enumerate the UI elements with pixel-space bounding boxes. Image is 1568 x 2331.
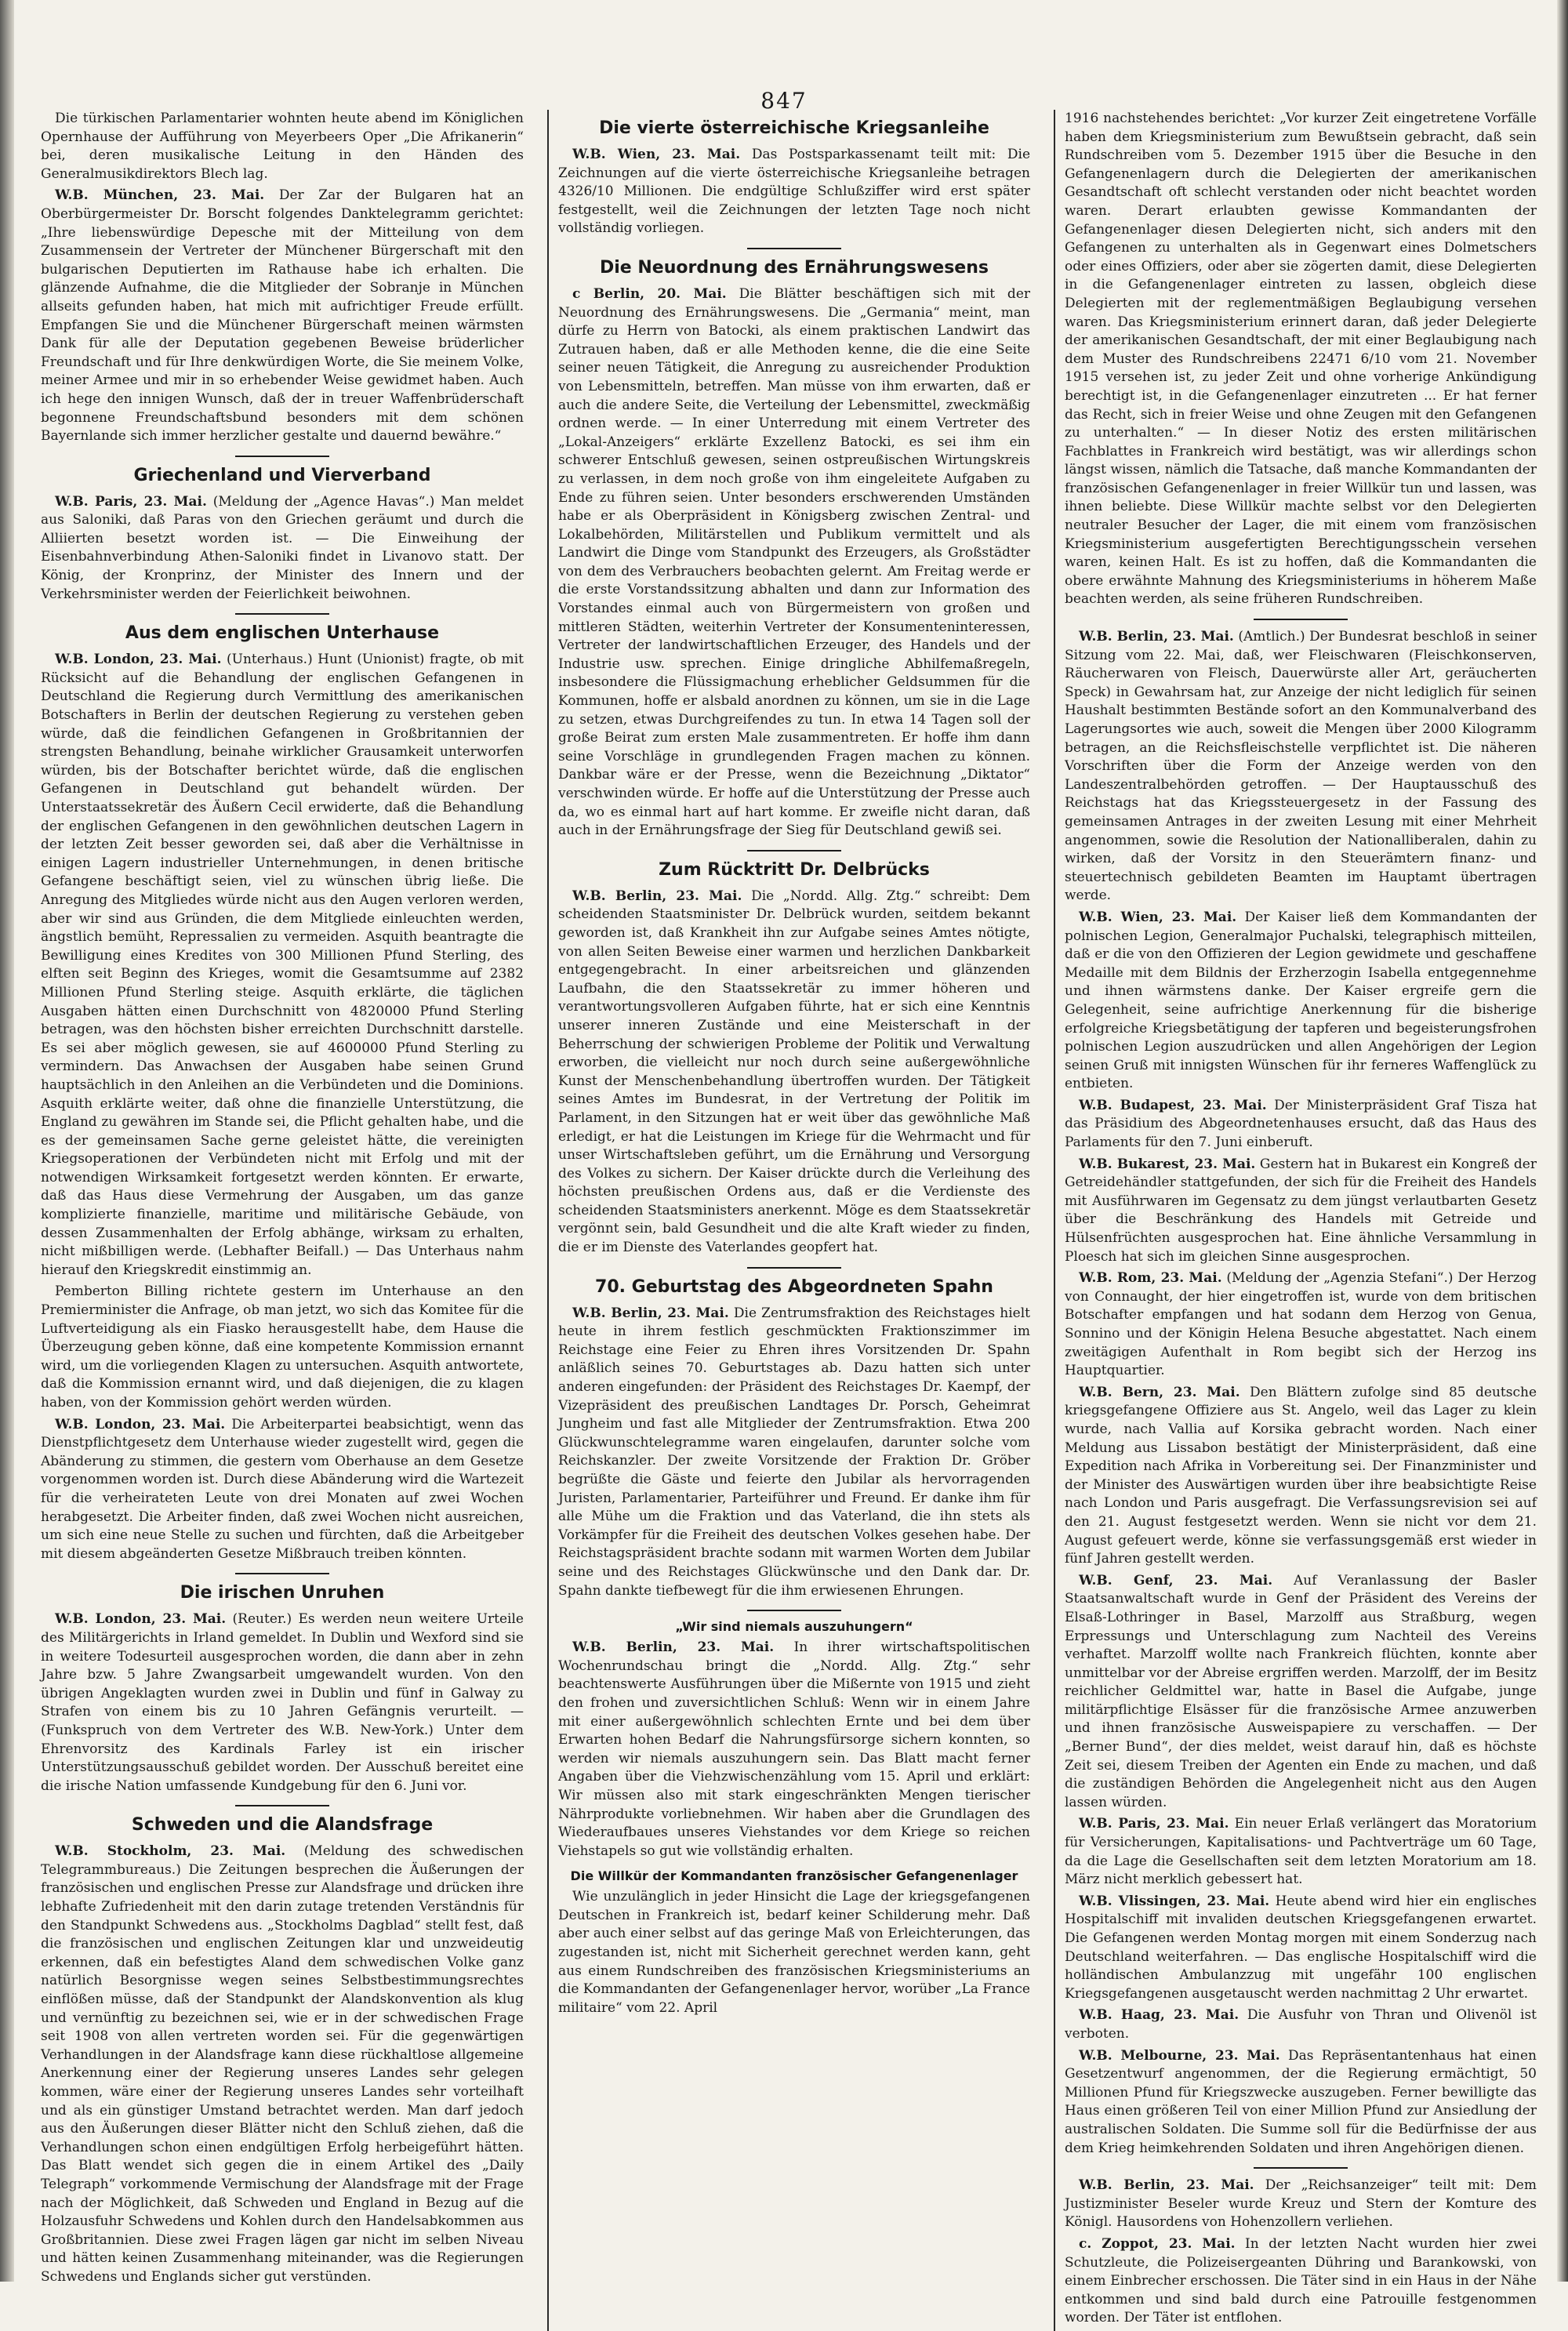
article-pow-camps-cont: 1916 nachstehendes berichtet: „Vor kurzer Zeit eingetretene Vorfälle haben dem Kriegsministerium zum Bewußtsein gebracht, daß sein Rundschreiben vom 5. Dezember 1915 über die Besuche in den Gefangenenlagern durch die Delegierten der amerikanischen Gesandtschaft oft schlecht verstanden oder nicht beachtet worden waren. Derart erlaubten gewisse Kommandanten der Gefangenenlager diesen Delegierten nicht, sich anders mit den Gefangenen zu unterhalten als in Gegenwart eines Dolmetschers oder eines Offiziers, oder aber sie zögerten damit, diese Delegierten in die Gefangenenlager eintreten zu lassen, obgleich diese Delegierten mit der reglementmäßigen Beglaubigung versehen waren. Das Kriegsministerium erinnert daran, daß jeder Delegierte der amerikanischen Gesandtschaft, der mit einer Beglaubigung nach dem Muster des Rundschreibens 22471 6/10 vom 21. November 1915 versehen ist, zu jeder Zeit und ohne vorherige Ankündigung berechtigt ist, in die Gefangenenlager einzutreten ... Er hat ferner das Recht, sich in freier Weise und ohne Zeugen mit den Gefangenen zu unterhalten.“ — In dieser Notiz des ersten militärischen Fachblattes in Frankreich wird bestätigt, was wir allerdings schon längst wissen, nämlich die Tatsache, daß manche Kommandanten der französischen Gefangenenlager in freier Willkür tun und lassen, was ihnen beliebte. Diese Willkür machte selbst vor den Delegierten neutraler Besucher der Lager, die mit einem vom französischen Kriegsministerium ausgefertigten Berechtigungsschein versehen waren, keinen Halt. Es ist zu hoffen, daß die Kommandanten die obere erwähnte Mahnung des Kriegsministeriums in höherem Maße beachten werden, als seine früheren Rundschreiben. (1065, 111, 1537, 608)
headline-never-starved: „Wir sind niemals auszuhungern“ (675, 1619, 913, 1635)
article-text: Die „Nordd. Allg. Ztg.“ schreibt: Dem scheidenden Staatsminister Dr. Delbrück wurden, seitdem bekannt geworden ist, daß Krankheit ihn zur Aufgabe seines Amtes nötigte, von allen Seiten Beweise einer warmen und herzlichen Dankbarkeit entgegengebracht. In einer arbeitsreichen und glänzenden Laufbahn, die den Staatssekretär zu immer höheren und verantwortungsvolleren Aufgaben führte, hat er sich eine Kenntnis unserer inneren Zustände und eine Meisterschaft in der Beherrschung der schwierigen Probleme der Politik und Verwaltung erworben, die vielleicht nur noch durch seine außergewöhnliche Kunst der Menschenbehandlung übertroffen wurden. Der Tätigkeit seines Amtes im Bundesrat, in der Vertretung der Politik im Parlament, in den Sitzungen hat er weit über das gewöhnliche Maß erledigt, er hat die Leistungen im Kriege für die Wehrmacht und für unser Wirtschaftsleben geführt, um die Ernährung und Versorgung des Volkes zu sichern. Der Kaiser drückte durch die Verleihung des höchsten preußischen Ordens aus, daß er die Verdienste des scheidenden Staatsministers anerkennt. Möge es dem Staatssekretär vergönnt sein, bald Gesundheit und die alte Kraft wieder zu finden, die er im Dienste des Vaterlandes geopfert hat. (558, 888, 1031, 1256)
article-food-supply (558, 285, 1030, 841)
article-text: Die Ausfuhr von Thran und Olivenöl ist verboten. (1065, 2007, 1537, 2042)
headline-pow-camps: Die Willkür der Kommandanten französischer Gefangenenlager (570, 1868, 1018, 1884)
headline-food-supply: Die Neuordnung des Ernährungswesens (600, 257, 989, 278)
dateline: W.B. Vlissingen, 23. Mai. (1079, 1893, 1270, 1909)
article-geneva (1065, 1572, 1537, 1813)
divider (1254, 2167, 1348, 2169)
dateline: c. Zoppot, 23. Mai. (1079, 2235, 1236, 2252)
article-text: Ein neuer Erlaß verlängert das Moratorium für Versicherungen, Kapitalisations- und Pachtverträge um 60 Tage, da die Lage die Gesellschaften seit dem letzten Moratorium am 18. März nicht merklich gebessert hat. (1065, 1816, 1537, 1888)
article-munich (41, 187, 524, 445)
divider (1254, 619, 1348, 620)
dateline: W.B. London, 23. Mai. (55, 1416, 226, 1432)
article-never-starved (558, 1639, 1030, 1861)
dateline: W.B. Bern, 23. Mai. (1079, 1384, 1240, 1400)
article-war-loan (558, 146, 1030, 238)
article-uk-commons-cont: Pemberton Billing richtete gestern im Unterhause an den Premierminister die Anfrage, ob man jetzt, wo sich das Komitee für die Luftverteidigung als ein Fiasko herausgestellt habe, dem Hause die Überzeugung geben könne, daß eine kompetente Kommission ernannt wird, um die vorliegenden Klagen zu untersuchen. Asquith antwortete, daß die Kommission ernannt wird, und daß diejenigen, die zu klagen haben, von der Kommission gehört werden würden. (41, 1284, 524, 1411)
dateline: W.B. Paris, 23. Mai. (1079, 1816, 1229, 1832)
article-bucharest (1065, 1156, 1537, 1267)
dateline: W.B. Genf, 23. Mai. (1079, 1572, 1273, 1588)
scan-edge-left (0, 0, 14, 2282)
headline-delbrueck: Zum Rücktritt Dr. Delbrücks (659, 859, 930, 880)
article-labour (41, 1416, 524, 1564)
article-text: Die Arbeiterpartei beabsichtigt, wenn das Dienstpflichtgesetz dem Unterhause wieder zugestellt wird, gegen die Abänderung zu stimmen, die gestern vom Oberhause an dem Gesetze vorgenommen worden ist. Durch diese Abänderung wird die Wartezeit für die verheirateten Leute von drei Monaten auf zwei Wochen herabgesetzt. Die Arbeiter finden, daß zwei Wochen nicht ausreichen, um sich eine neue Stelle zu suchen und fürchten, daß die Arbeitgeber mit diesem abgeänderten Gesetze Mißbrauch treiben könnten. (41, 1416, 524, 1562)
dateline: W.B. London, 23. Mai. (55, 652, 222, 668)
article-melbourne (1065, 2047, 1537, 2159)
article-text: Den Blättern zufolge sind 85 deutsche kriegsgefangene Offiziere aus St. Angelo, weil das Lager zu klein wurde, nach Vallia auf Korsika gebracht worden. Nach einer Meldung aus Lissabon bestätigt der Ministerpräsident, daß eine Expedition nach Afrika in Vorbereitung sei. Der Finanzminister und der Minister des Auswärtigen wurden über ihre beabsichtigte Reise nach London und Paris ausgefragt. Die Verfassungsrevision sei auf den 21. August festgesetzt werden. Wenn sie nicht vor dem 21. August gefeuert werde, könne sie verfassungsgemäß erst wieder in fünf Jahren gestellt werden. (1065, 1384, 1537, 1567)
article-text: In der letzten Nacht wurden hier zwei Schutzleute, die Polizeisergeanten Dühring und Barankowski, von einem Einbrecher erschossen. Die Täter sind in ein Haus in der Nähe entkommen und sind bald durch eine Patrouille festgenommen worden. Der Täter ist entflohen. (1065, 2235, 1537, 2326)
dateline: W.B. Berlin, 23. Mai. (572, 888, 742, 904)
article-budapest (1065, 1097, 1537, 1153)
column-3 (1054, 110, 1540, 2331)
headline-irish-unrest: Die irischen Unruhen (180, 1583, 385, 1603)
dateline: W.B. Rom, 23. Mai. (1079, 1270, 1222, 1287)
article-uk-commons (41, 651, 524, 1280)
article-text: (Unterhaus.) Hunt (Unionist) fragte, ob mit Rücksicht auf die Behandlung der englischen Gefangenen in Deutschland die Regierung durch Vermittlung des amerikanischen Botschafters in Berlin der deutschen Regierung zu verstehen geben würde, daß die feindlichen Gefangenen in Großbritannien der strengsten Behandlung, beinahe wirklicher Grausamkeit unterworfen würden, bis der Botschafter berichtet würde, daß die englischen Gefangenen in Deutschland gut behandelt würden. Der Unterstaatssekretär des Äußern Cecil erwiderte, daß die Behandlung der englischen Gefangenen in den gewöhnlichen deutschen Lagern in der letzten Zeit besser geworden sei, daß aber die Verhältnisse in einigen Lagern industrieller Unternehmungen, in denen britische Gefangene beschäftigt seien, viel zu wünschen übrig ließe. Die Anregung des Mitgliedes würde nicht aus den Augen verloren werden, aber wir sind aus Gründen, die dem Mitgliede einleuchten werden, ängstlich bemüht, Repressalien zu vermeiden. (41, 652, 524, 946)
article-columns (41, 110, 1540, 2326)
dateline: W.B. Berlin, 23. Mai. (572, 1305, 729, 1321)
article-text: Der Ministerpräsident Graf Tisza hat das Präsidium des Abgeordnetenhauses ersucht, daß das Haus des Parlaments für den 7. Juni einberuft. (1065, 1097, 1537, 1151)
dateline: W.B. London, 23. Mai. (55, 1611, 227, 1628)
dateline: W.B. Berlin, 23. Mai. (1079, 2177, 1254, 2194)
article-bern (1065, 1384, 1537, 1569)
article-aland (41, 1843, 524, 2286)
article-bundesrat (1065, 628, 1537, 906)
dateline: W.B. Berlin, 23. Mai. (1079, 629, 1234, 645)
article-text: Die Zentrumsfraktion des Reichstages hielt heute in ihrem festlich geschmückten Fraktionszimmer im Reichstage eine Feier zu Ehren ihres Vorsitzenden Dr. Spahn anläßlich seines 70. Geburtstages ab. Dazu hatten sich unter anderen eingefunden: der Präsident des Reichstages Dr. Kaempf, der Vizepräsident des preußischen Landtages Dr. Porsch, Geheimrat Jungheim und fast alle Mitglieder der Zentrumsfraktion. Etwa 200 Glückwunschtelegramme waren eingelaufen, darunter solche vom Reichskanzler. Der zweite Vorsitzende der Fraktion Dr. Gröber begrüßte die Gäste und feierte den Jubilar als hervorragenden Juristen, Parlamentarier, Parteiführer und Freund. Er danke ihm für alle Mühe um die Fraktion und das Vaterland, die ihn stets als Vorkämpfer für die Freiheit des deutschen Volkes gesehen habe. Der Reichstagspräsident brachte sodann mit warmen Worten dem Jubilar seine und des Reichstages Glückwünsche und den Dank dar. Dr. Spahn dankte tiefbewegt für die ihm erwiesenen Ehrungen. (558, 1305, 1030, 1599)
article-pow-camps: Wie unzulänglich in jeder Hinsicht die Lage der kriegsgefangenen Deutschen in Frankreich ist, bedarf keiner Schilderung mehr. Daß aber auch einer selbst auf das geringe Maß von Erleichterungen, das zugestanden ist, nicht mit Sicherheit gerechnet werden kann, geht aus einem Rundschreiben des französischen Kriegsministeriums an die Kommandanten der Gefangenenlager hervor, worüber „La France militaire“ vom 22. April (558, 1889, 1030, 2016)
divider (747, 1267, 841, 1269)
article-text: (Amtlich.) Der Bundesrat beschloß in seiner Sitzung vom 22. Mai, daß, wer Fleischwaren (Fleischkonserven, Räucherwaren von Fleisch, Dauerwürste aller Art, geräucherten Speck) in Gewahrsam hat, zur Anzeige der nicht lediglich für seinen Haushalt bestimmten Bestände sofort an den Kommunalverband des Lagerungsortes wie auch, soweit die Mengen über 2000 Kilogramm betragen, an die Reichsfleischstelle verpflichtet ist. Die näheren Vorschriften über die Form der Anzeige werden von den Landeszentralbehörden getroffen. — Der Hauptausschuß des Reichstags hat das Kriegssteuergesetz in der Fassung des gemeinsamen Antrages in der zweiten Lesung mit einer Mehrheit angenommen, sowie die Resolution der Nationalliberalen, dahin zu wirken, daß der Vorsitz in den Steuerämtern finanz- und steuertechnisch gebildeten Beamten im Hauptamt übertragen werde. (1065, 629, 1537, 904)
dateline: W.B. Berlin, 23. Mai. (572, 1639, 775, 1656)
article-irish-unrest (41, 1610, 524, 1795)
dateline: W.B. Haag, 23. Mai. (1079, 2007, 1240, 2024)
dateline: W.B. München, 23. Mai. (55, 187, 265, 204)
headline-war-loan: Die vierte österreichische Kriegsanleihe (599, 118, 989, 138)
divider (235, 613, 329, 615)
article-zoppot (1065, 2235, 1537, 2328)
headline-greece: Griechenland und Vierverband (133, 465, 431, 485)
article-text: Die Blätter beschäftigen sich mit der Neuordnung des Ernährungswesens. Die „Germania“ meint, man dürfe zu Herrn von Batocki, als einem praktischen Landwirt das Zutrauen haben, daß er alle Methoden kenne, die die eine Seite seiner neuen Tätigkeit, die Anregung zu ausreichender Produktion von Lebensmitteln, betreffen. Man müsse von ihm erwarten, daß er auch die andere Seite, die Verteilung der Lebensmittel, zweckmäßig ordnen werde. — In einer Unterredung mit einem Vertreter des „Lokal-Anzeigers“ erklärte Exzellenz Batocki, es sei ihm ein schwerer Entschluß gewesen, seinen ostpreußischen Wirtungskreis zu verlassen, in dem noch große von ihm eingeleitete Aufgaben zu Ende zu führen seien. Unter besonders erschwerenden Umständen habe er als Oberpräsident in Königsberg zwischen Zentral- und Lokalbehörden, Militärstellen und Publikum vermittelt und als Landwirt die Dinge vom Standpunkt des Erzeugers, als Großstädter von dem des Verbrauchers beobachten gelernt. Am Freitag werde er die erste Vorstandssitzung abhalten und dann zur Information des Vorstandes einmal auch von Bürgermeistern von großen und mittleren Städten, weiterhin Vertreter der Konsumenteninteressen, Vertreter der landwirtschaftlichen Erzeuger, des Handels und der Industrie usw. sprechen. Einige dringliche Abhilfemaßregeln, insbesondere die Flüssigmachung erheblicher Geldsummen für die Kommunen, hoffe er alsbald anordnen zu können, um sie in die Lage zu setzen, etwas Durchgreifendes zu tun. In etwa 14 Tagen soll der große Beirat zum ersten Male zusammentreten. Er hoffe ihm dann seine Vorschläge in grundlegenden Fragen machen zu können. Dankbar wäre er der Presse, wenn die Bezeichnung „Diktator“ verschwinden würde. Er hoffe auf die Unterstützung der Presse auch da, wo es einmal hart auf hart komme. Er zweifle nicht daran, daß auch in der Ernährungsfrage der Sieg für Deutschland gewiß sei. (558, 285, 1031, 839)
article-text: Das Repräsentantenhaus hat einen Gesetzentwurf angenommen, der die Regierung ermächtigt, 50 Millionen Pfund für Kriegszwecke auszugeben. Ferner bewilligte das Haus einen größeren Teil von einer Million Pfund zur Ansiedlung der australischen Soldaten. Die Summe soll für die Bedürfnisse der aus dem Krieg heimkehrenden Soldaten und ihren Angehörigen dienen. (1065, 2047, 1537, 2156)
article-text: Heute abend wird hier ein englisches Hospitalschiff mit invaliden deutschen Kriegsgefangenen erwartet. Die Gefangenen werden Montag morgen mit einem Sonderzug nach Deutschland weiterfahren. — Das englische Hospitalschiff wird die holländischen Ambulanzzug mit ungefähr 100 englischen Kriegsgefangenen ausgetauscht werden nachmittag 2 Uhr erwartet. (1065, 1893, 1537, 2002)
article-greece (41, 493, 524, 605)
page-number: 847 (760, 88, 808, 114)
article-text: Asquith beantragte die Bewilligung eines Kredites von 300 Millionen Pfund Sterling, des elften seit Beginn des Krieges, womit die Gesamtsumme auf 2382 Millionen Pfund Sterling steige. Asquith erklärte, die täglichen Ausgaben hätten einen Durchschnitt von 4820000 Pfund Sterling betragen, was den höchsten bisher erreichten Durchschnitt darstelle. Es sei aber möglich gewesen, sie auf 4600000 Pfund Sterling zu vermindern. Das Anwachsen der Ausgaben habe seinen Grund hauptsächlich in den Anleihen an die Verbündeten und die Dominions. Asquith erklärte weiter, daß ohne die finanzielle Unterstützung, die England zu gewähren im Stande sei, die Pflicht gehalten habe, und die es der gemeinsamen Sache gerne geleistet hätte, die vereinigten Kriegsoperationen der Verbündeten nicht mit Erfolg und mit der notwendigen Wirksamkeit fortgesetzt werden könnten. Er erwarte, daß das Haus diese Vermehrung der Ausgaben, um das ganze komplizierte finanzielle, maritime und militärische Gebäude, von dessen Zusammenhalten der Erfolg abhänge, wirksam zu erhalten, nicht mißbilligen werde. (Lebhafter Beifall.) — Das Unterhaus nahm hierauf den Kriegskredit einstimmig an. (41, 929, 524, 1278)
article-berlin-honor (1065, 2177, 1537, 2232)
divider (747, 248, 841, 249)
headline-uk-commons: Aus dem englischen Unterhause (125, 623, 440, 644)
dateline: W.B. Paris, 23. Mai. (55, 493, 207, 510)
article-text: In ihrer wirtschaftspolitischen Wochenrundschau bringt die „Nordd. Allg. Ztg.“ sehr beachtenswerte Ausführungen über die Mißernte von 1915 und zieht den frohen und zuversichtlichen Schluß: Wenn wir in einem Jahre mit einer außergewöhnlich schlechten Ernte und bei dem über Erwarten hohen Bedarf die Nahrungsfürsorge sichern konnten, so werden wir niemals auszuhungern sein. Das Blatt macht ferner Angaben über die Viehzwischenzählung vom 15. April und erklärt: Wir müssen also mit stark eingeschränkten Mengen tierischer Nährprodukte vorliebnehmen. Wir haben aber die Grundlagen des Wiederaufbaues unseres Viehstandes vor dem Kriege so reichen Viehstapels so gut wie vollständig erhalten. (558, 1639, 1031, 1859)
article-opera-text: Die türkischen Parlamentarier wohnten heute abend im Königlichen Opernhause der Aufführung von Meyerbeers Oper „Die Afrikanerin“ bei, deren musikalische Leitung in den Händen des Generalmusikdirektors Blech lag. (41, 111, 524, 182)
article-paris (1065, 1815, 1537, 1889)
article-rome (1065, 1269, 1537, 1381)
dateline: W.B. Stockholm, 23. Mai. (55, 1843, 286, 1860)
article-text: Der Zar der Bulgaren hat an Oberbürgermeister Dr. Borscht folgendes Danktelegramm gerichtet: „Ihre liebenswürdige Depesche mit der Mitteilung von dem Zusammensein der Vertreter der Münchener Bürgerschaft mit den bulgarischen Deputierten im Rathause habe ich erhalten. Die glänzende Aufnahme, die die Mitglieder der Sobranje in München allseits gefunden haben, hat mich mit aufrichtiger Freude erfüllt. Empfangen Sie und die Münchener Bürgerschaft meinen wärmsten Dank für alle der Deputation gegebenen Beweise brüderlicher Freundschaft und für Ihre denkwürdigen Worte, die Sie meinem Volke, meiner Armee und mir in so erhebender Weise gewidmet haben. Auch ich hege den innigen Wunsch, daß der in treuer Waffenbrüderschaft begonnene Freundschaftsbund besonders mit dem schönen Bayernlande sich immer herzlicher gestalte und dauernd bewähre.“ (41, 187, 524, 445)
divider (235, 1805, 329, 1806)
divider (235, 456, 329, 457)
dateline: W.B. Bukarest, 23. Mai. (1079, 1156, 1256, 1172)
column-2 (547, 110, 1033, 2331)
article-text: Der „Reichsanzeiger“ teilt mit: Dem Justizminister Beseler wurde Kreuz und Stern der Komture des Königl. Hausordens von Hohenzollern verliehen. (1065, 2177, 1537, 2231)
dateline: W.B. Budapest, 23. Mai. (1079, 1097, 1267, 1113)
divider (235, 1573, 329, 1574)
article-text: Gestern hat in Bukarest ein Kongreß der Getreidehändler stattgefunden, der sich für die Freiheit des Handels mit Ausführwaren im Gegensatz zu dem jüngst verlautbarten Gesetz über die Beschränkung des Handels mit Getreide und Hülsenfrüchten ausgesprochen hat. Eine ähnliche Versammlung in Ploesch hat sich im gleichen Sinne ausgesprochen. (1065, 1156, 1537, 1265)
article-delbrueck (558, 888, 1030, 1258)
article-text: (Meldung des schwedischen Telegrammbureaus.) Die Zeitungen besprechen die Äußerungen der französischen und englischen Presse zur Alandsfrage und drücken ihre lebhafte Zufriedenheit mit den darin zutage tretenden Verständnis für den Standpunkt Schwedens aus. „Stockholms Dagblad“ stellt fest, daß die französischen und englischen Zeitungen klar und unzweideutig erkennen, daß ein befestigtes Aland dem schwedischen Volke ganz natürlich Besorgnisse wegen seines Selbstbestimmungsrechtes einflößen müsse, daß der Standpunkt der Alandskonvention als klug und vernünftig zu bezeichnen sei, wie er in der schwedischen Frage seit 1908 von allen vertreten worden sei. Für die gegenwärtigen Verhandlungen in der Alandsfrage kann diese rückhaltlose allgemeine Anerkennung einer der Regierung unseres Landes sehr gelegen kommen, wäre einer der Regierung unseres Landes sehr vorteilhaft und als ein günstiger Umstand betrachtet werden. Man darf jedoch aus den Äußerungen dieser Blätter nicht den Schluß ziehen, daß die Verhandlungen schon einen endgültigen Erfolg herbeigeführt hätten. Das Blatt wendet sich gegen die in einem Artikel des „Daily Telegraph“ vorkommende Vermischung der Alandsfrage mit der Frage nach der Möglichkeit, daß Schweden und England in Bezug auf die Holzausfuhr Schwedens und Kohlen durch den Handelsabkommen aus Großbritannien. Diese zwei Fragen lägen gar nicht im selben Niveau und hätten keinen Zusammenhang miteinander, was die Regierungen Schwedens und Englands sicher gut verstünden. (41, 1843, 524, 2285)
article-text: (Meldung der „Agenzia Stefani“.) Der Herzog von Connaught, der hier eingetroffen ist, wurde von dem britischen Botschafter empfangen und hat sodann dem Herzog von Genua, Sonnino und der Königin Helena Besuche abgestattet. Nach einem zweitägigen Aufenthalt in Rom begibt sich der Herzog ins Hauptquartier. (1065, 1270, 1537, 1379)
scan-edge-right (1557, 0, 1568, 2282)
dateline: c Berlin, 20. Mai. (572, 285, 727, 302)
article-vienna (1065, 909, 1537, 1094)
article-text: Der Kaiser ließ dem Kommandanten der polnischen Legion, Generalmajor Puchalski, telegraphisch mitteilen, daß er die von den Offizieren der Legion gewidmete und geschaffene Medaille mit dem Bildnis der Erzherzogin Isabella entgegennehme und ihnen wärmstens danke. Der Kaiser ergreife gern die Gelegenheit, seine aufrichtige Anerkennung für die bisherige erfolgreiche Kriegsbetätigung der tapferen und begeisterungsfrohen polnischen Legion auszudrücken und allen Angehörigen der Legion seinen Gruß mit innigsten Wünschen für ihr ferneres Waffenglück zu entbieten. (1065, 909, 1537, 1092)
divider (747, 1610, 841, 1611)
dateline: W.B. Wien, 23. Mai. (572, 147, 741, 162)
dateline: W.B. Wien, 23. Mai. (1079, 909, 1237, 925)
dateline: W.B. Melbourne, 23. Mai. (1079, 2047, 1280, 2064)
article-vlissingen (1065, 1893, 1537, 2004)
article-text: Auf Veranlassung der Basler Staatsanwaltschaft wurde in Genf der Präsident des Vereins der Elsaß-Lothringer in Basel, Marzolff aus Straßburg, wegen Erpressungs und Unterschlagung zum Nachteil des Vereins verhaftet. Marzolff wollte nach Frankreich flüchten, konnte aber unmittelbar vor der Abreise ergriffen werden. Marzolff, der im Besitz reichlicher Geldmittel war, hatte in Basel die Aufgabe, junge militärpflichtige Elsässer für die französische Armee anzuwerben und ihnen französische Ausweispapiere zu verschaffen. — Der „Berner Bund“, der dies meldet, weist darauf hin, daß es höchste Zeit sei, diesem Treiben der Agenten ein Ende zu machen, und daß die zuständigen Behörden die Angelegenheit nicht aus den Augen lassen würden. (1065, 1572, 1537, 1810)
article-spahn (558, 1305, 1030, 1601)
article-text: (Meldung der „Agence Havas“.) Man meldet aus Saloniki, daß Paras von den Griechen geräumt und durch die Alliierten besetzt worden ist. — Die Einweihung der Eisenbahnverbindung Athen-Saloniki findet in Livanovo statt. Der König, der Kronprinz, der Minister des Innern und der Verkehrsminister werden der Feierlichkeit beiwohnen. (41, 493, 524, 602)
article-text: Das Postsparkassenamt teilt mit: Die Zeichnungen auf die vierte österreichische Kriegsanleihe betragen 4326/10 Millionen. Die endgültige Schlußziffer wird erst später festgestellt, weil die Zeichnungen der letzten Tage noch nicht vollständig vorliegen. (558, 147, 1030, 237)
article-hague (1065, 2006, 1537, 2043)
divider (747, 850, 841, 851)
article-text: (Reuter.) Es werden neun weitere Urteile des Militärgerichts in Irland gemeldet. In Dublin und Wexford sind sie in weitere Todesurteil ausgesprochen worden, die dann aber in zehn Jahre bzw. 5 Jahre Zwangsarbeit umgewandelt wurden. Von den übrigen Angeklagten wurden zwei in Dublin und fünf in Galway zu Strafen von einem bis zu 10 Jahren Gefängnis verurteilt. — (Funkspruch von dem Vertreter des W.B. New-York.) Unter dem Ehrenvorsitz des Kardinals Farley ist ein irischer Unterstützungsausschuß gebildet worden. Der Ausschuß bereitet eine die irische Nation umfassende Kundgebung für den 6. Juni vor. (41, 1611, 524, 1794)
headline-aland: Schweden und die Alandsfrage (131, 1815, 434, 1835)
headline-spahn: 70. Geburtstag des Abgeordneten Spahn (595, 1276, 993, 1297)
column-1 (41, 110, 527, 2331)
